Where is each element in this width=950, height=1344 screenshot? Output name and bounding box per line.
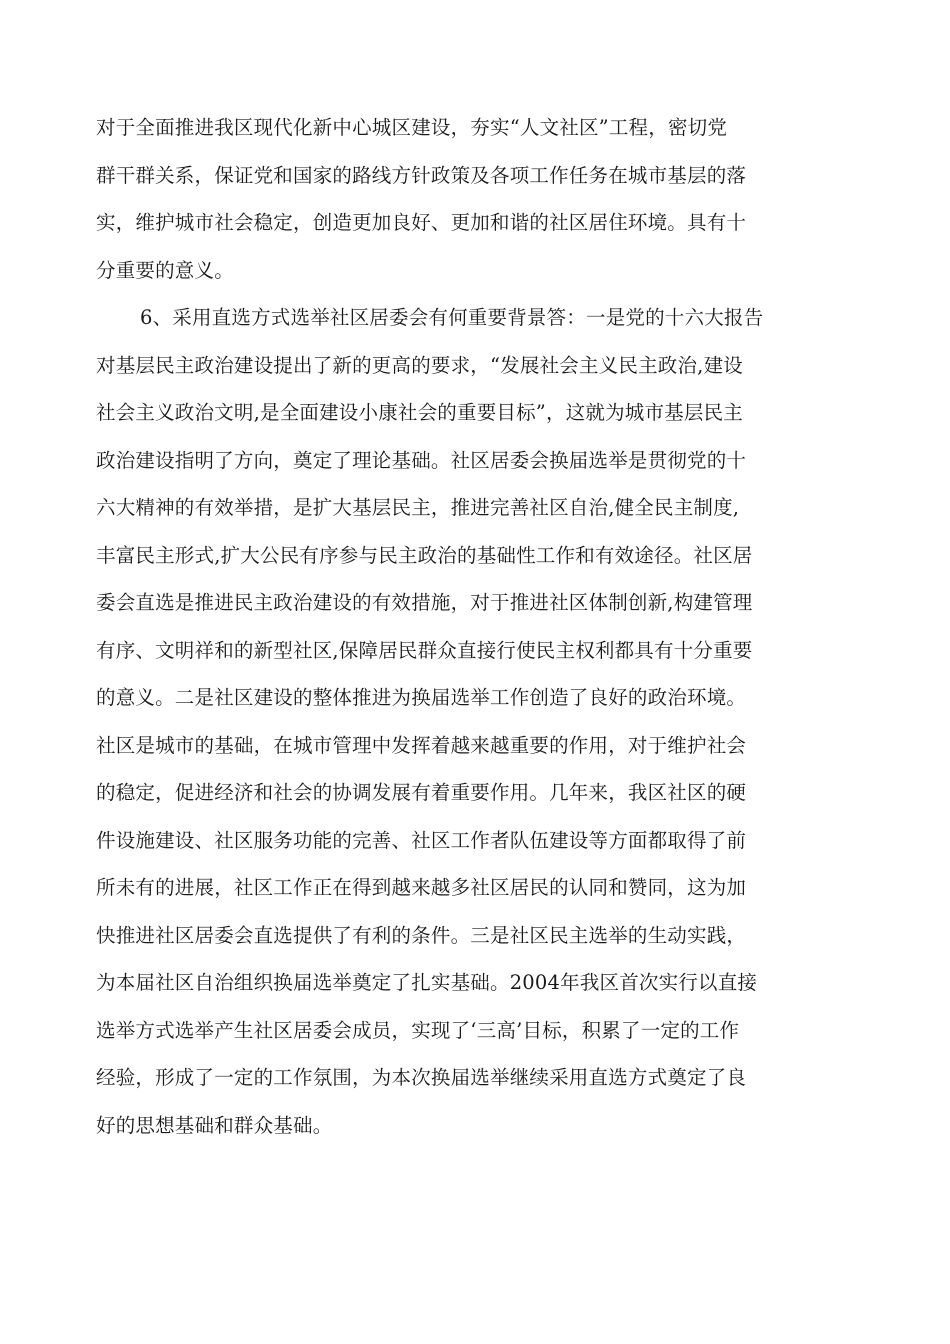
- text-line: 所未有的进展，社区工作正在得到越来越多社区居民的认同和赞同，这为加: [96, 876, 747, 899]
- text-line: 快推进社区居委会直选提供了有利的条件。三是社区民主选举的生动实践，: [96, 923, 747, 947]
- text-line: 的稳定，促进经济和社会的协调发展有着重要作用。几年来，我区社区的硬: [96, 781, 747, 804]
- text-line: 六大精神的有效举措，是扩大基层民主，推进完善社区自治,健全民主制度,: [96, 496, 740, 519]
- document-body: [96, 104, 846, 1149]
- text-line: 选举方式选举产生社区居委会成员，实现了‘三高’目标，积累了一定的工作: [96, 1018, 740, 1042]
- text-line: 群干群关系，保证党和国家的路线方针政策及各项工作任务在城市基层的落: [96, 163, 747, 187]
- text-line: 有序、文明祥和的新型社区,保障居民群众直接行使民主权利都具有十分重要: [96, 638, 753, 662]
- text-line: 分重要的意义。: [96, 258, 234, 282]
- text-line: 件设施建设、社区服务功能的完善、社区工作者队伍建设等方面都取得了前: [96, 828, 747, 852]
- paragraph-2: [96, 294, 846, 1149]
- text-line: 社区是城市的基础，在城市管理中发挥着越来越重要的作用，对于维护社会: [96, 733, 747, 757]
- text-line: 委会直选是推进民主政治建设的有效措施，对于推进社区体制创新,构建管理: [96, 591, 753, 614]
- text-line: 为本届社区自治组织换届选举奠定了扎实基础。2004年我区首次实行以直接: [96, 971, 758, 994]
- text-line: 6、采用直选方式选举社区居委会有何重要背景答：一是党的十六大报告: [140, 306, 764, 329]
- text-line: 丰富民主形式,扩大公民有序参与民主政治的基础性工作和有效途径。社区居: [96, 543, 753, 567]
- text-line: 政治建设指明了方向，奠定了理论基础。社区居委会换届选举是贯彻党的十: [96, 448, 747, 472]
- text-line: 社会主义政治文明,是全面建设小康社会的重要目标”，这就为城市基层民主: [96, 401, 743, 424]
- text-line: 的意义。二是社区建设的整体推进为换届选举工作创造了良好的政治环境。: [96, 686, 747, 709]
- text-line: 经验，形成了一定的工作氛围，为本次换届选举继续采用直选方式奠定了良: [96, 1066, 747, 1089]
- text-line: 对于全面推进我区现代化新中心城区建设，夯实“人文社区”工程，密切党: [96, 116, 728, 139]
- text-line: 对基层民主政治建设提出了新的更高的要求，“发展社会主义民主政治,建设: [96, 353, 743, 377]
- paragraph-1: [96, 104, 846, 294]
- text-line: 实，维护城市社会稳定，创造更加良好、更加和谐的社区居住环境。具有十: [96, 211, 747, 234]
- text-line: 好的思想基础和群众基础。: [96, 1113, 333, 1137]
